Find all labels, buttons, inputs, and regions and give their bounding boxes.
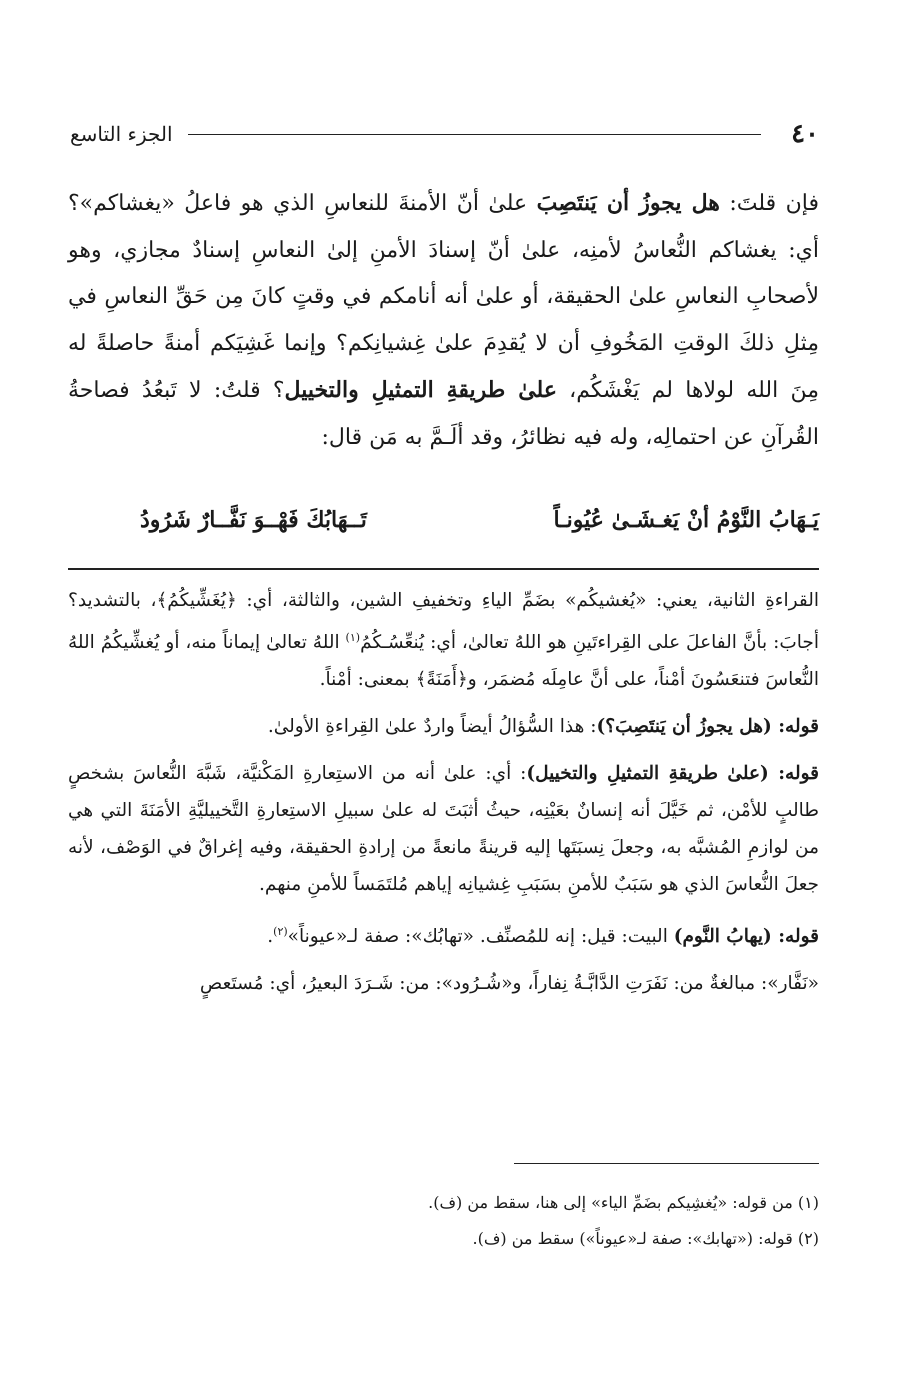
main-text — [68, 180, 819, 461]
verse-second-hemistich: تَــهَابُكَ فَهْــوَ نَفَّــارٌ شَرُودُ — [140, 507, 367, 533]
footnotes — [68, 1185, 819, 1257]
commentary — [68, 582, 819, 1012]
commentary-text: القراءةِ الثانية، يعني: «يُغشيكُم» بضَمِّ الياءِ وتخفيفِ الشين، والثالثة، أي: ﴿يُغَشِّيكُمُ﴾، بالتشديد؟ أجابَ: بأنَّ الفاعلَ على القِراءتَينِ هو اللهُ تعالىٰ، أي: يُنعِّسُـكُمُ — [68, 590, 819, 654]
verse-first-hemistich: يَـهَابُ النَّوْمُ أنْ يَغـشَـىٰ عُيُونـاً — [553, 507, 819, 533]
main-text-span: علىٰ أنّ الأمنةَ للنعاسِ الذي هو فاعلُ «يغشاكم»؟ أي: يغشاكم النُّعاسُ لأمنِه، علىٰ أنّ إسنادَ الأمنِ إلىٰ النعاسِ إسنادٌ مجازي، وهو لأصحابِ النعاسِ علىٰ الحقيقة، أو علىٰ أنه أنامكم في وقتٍ كانَ مِن حَقِّ النعاسِ في مِثلِ ذلكَ الوقتِ المَخُوفِ أن لا يُقدِمَ علىٰ غِشيانِكم؟ وإنما غَشِيَكم أمنةً حاصلةً له مِنَ الله لولاها لم يَغْشَكُم، — [68, 191, 819, 403]
main-text-divider — [68, 568, 819, 570]
footnote-1: (١) من قوله: «يُغشِيكم بضَمِّ الياء» إلى هنا، سقط من (ف). — [428, 1193, 819, 1212]
commentary-lemma: قوله: (يهابُ النَّوم) — [673, 926, 819, 948]
footnote-divider — [514, 1163, 819, 1164]
commentary-lemma: قوله: (هل يجوزُ أن يَنتَصِبَ؟) — [596, 716, 819, 738]
main-paragraph — [68, 180, 819, 461]
poetry-verse — [100, 500, 819, 540]
commentary-text: اللهُ تعالىٰ إيماناً منه، أو يُغشِّيكُمُ اللهُ النُّعاسَ فتنعَسُونَ أمْناً، على أنَّ عامِلَه مُضمَر، و﴿أَمَنَةً﴾ بمعنى: أمْناً. — [68, 632, 819, 691]
main-bold-phrase: علىٰ طريقةِ التمثيلِ والتخييل — [284, 377, 557, 403]
commentary-text: : أي: علىٰ أنه من الاستِعارةِ المَكْنيَّة، شَبَّهَ النُّعاسَ بشخصٍ طالبٍ للأمْن، ثم خَيَّلَ أنه إنسانٌ بعَيْنِه، حيثُ أثبَتَ له علىٰ سبيلِ الاستِعارةِ التَّخييليَّةِ الأمَنَةَ التي هي من لوازمِ المُشبَّه به، وجعلَ نِسبَتَها إليه قرينةً مانعةً من إرادةِ الحقيقة، وفيه إغراقٌ في الوَصْف، لأنه جعلَ النُّعاسَ الذي هو سَبَبٌ للأمنِ بسَبَبِ غِشيانِه إياهم مُلتَمَساً للأمنِ منهم. — [68, 763, 819, 896]
footnote-ref: (٢) — [273, 925, 288, 939]
commentary-paragraph — [68, 965, 819, 1002]
page-header — [70, 118, 819, 150]
commentary-text: «نَفَّار»: مبالغةٌ من: نَفَرَتِ الدَّابَّـةُ نِفاراً، و«شُـرُود»: من: شَـرَدَ البعيرُ، أي: مُستَعصٍ — [199, 973, 819, 995]
commentary-paragraph — [68, 708, 819, 745]
page-number: ٤٠ — [791, 119, 819, 149]
header-rule — [188, 134, 761, 135]
commentary-text: البيت: قيل: إنه للمُصنِّف. «تهابُك»: صفة لـ«عيوناً» — [287, 926, 674, 948]
footnote-2: (٢) قوله: («تهابك»: صفة لـ«عيوناً») سقط من (ف). — [472, 1229, 819, 1248]
main-text-span: فإن قلتَ: — [719, 191, 819, 216]
commentary-lemma: قوله: (علىٰ طريقةِ التمثيلِ والتخييل) — [526, 763, 819, 785]
commentary-paragraph — [68, 913, 819, 955]
footnote-ref: (١) — [345, 631, 361, 644]
main-bold-phrase: هل يجوزُ أن يَنتَصِبَ — [536, 190, 720, 216]
commentary-paragraph — [68, 582, 819, 698]
commentary-paragraph — [68, 755, 819, 903]
running-title: الجزء التاسع — [70, 122, 173, 146]
commentary-text: : هذا السُّؤالُ أيضاً واردٌ علىٰ القِراءةِ الأولىٰ. — [267, 716, 597, 738]
main-text-span: ؟ قلتُ: لا تَبعُدُ فصاحةُ القُرآنِ عن احتمالِه، وله فيه نظائرُ، وقد ألَـمَّ به مَن قال: — [68, 378, 819, 450]
commentary-text: . — [267, 926, 274, 948]
